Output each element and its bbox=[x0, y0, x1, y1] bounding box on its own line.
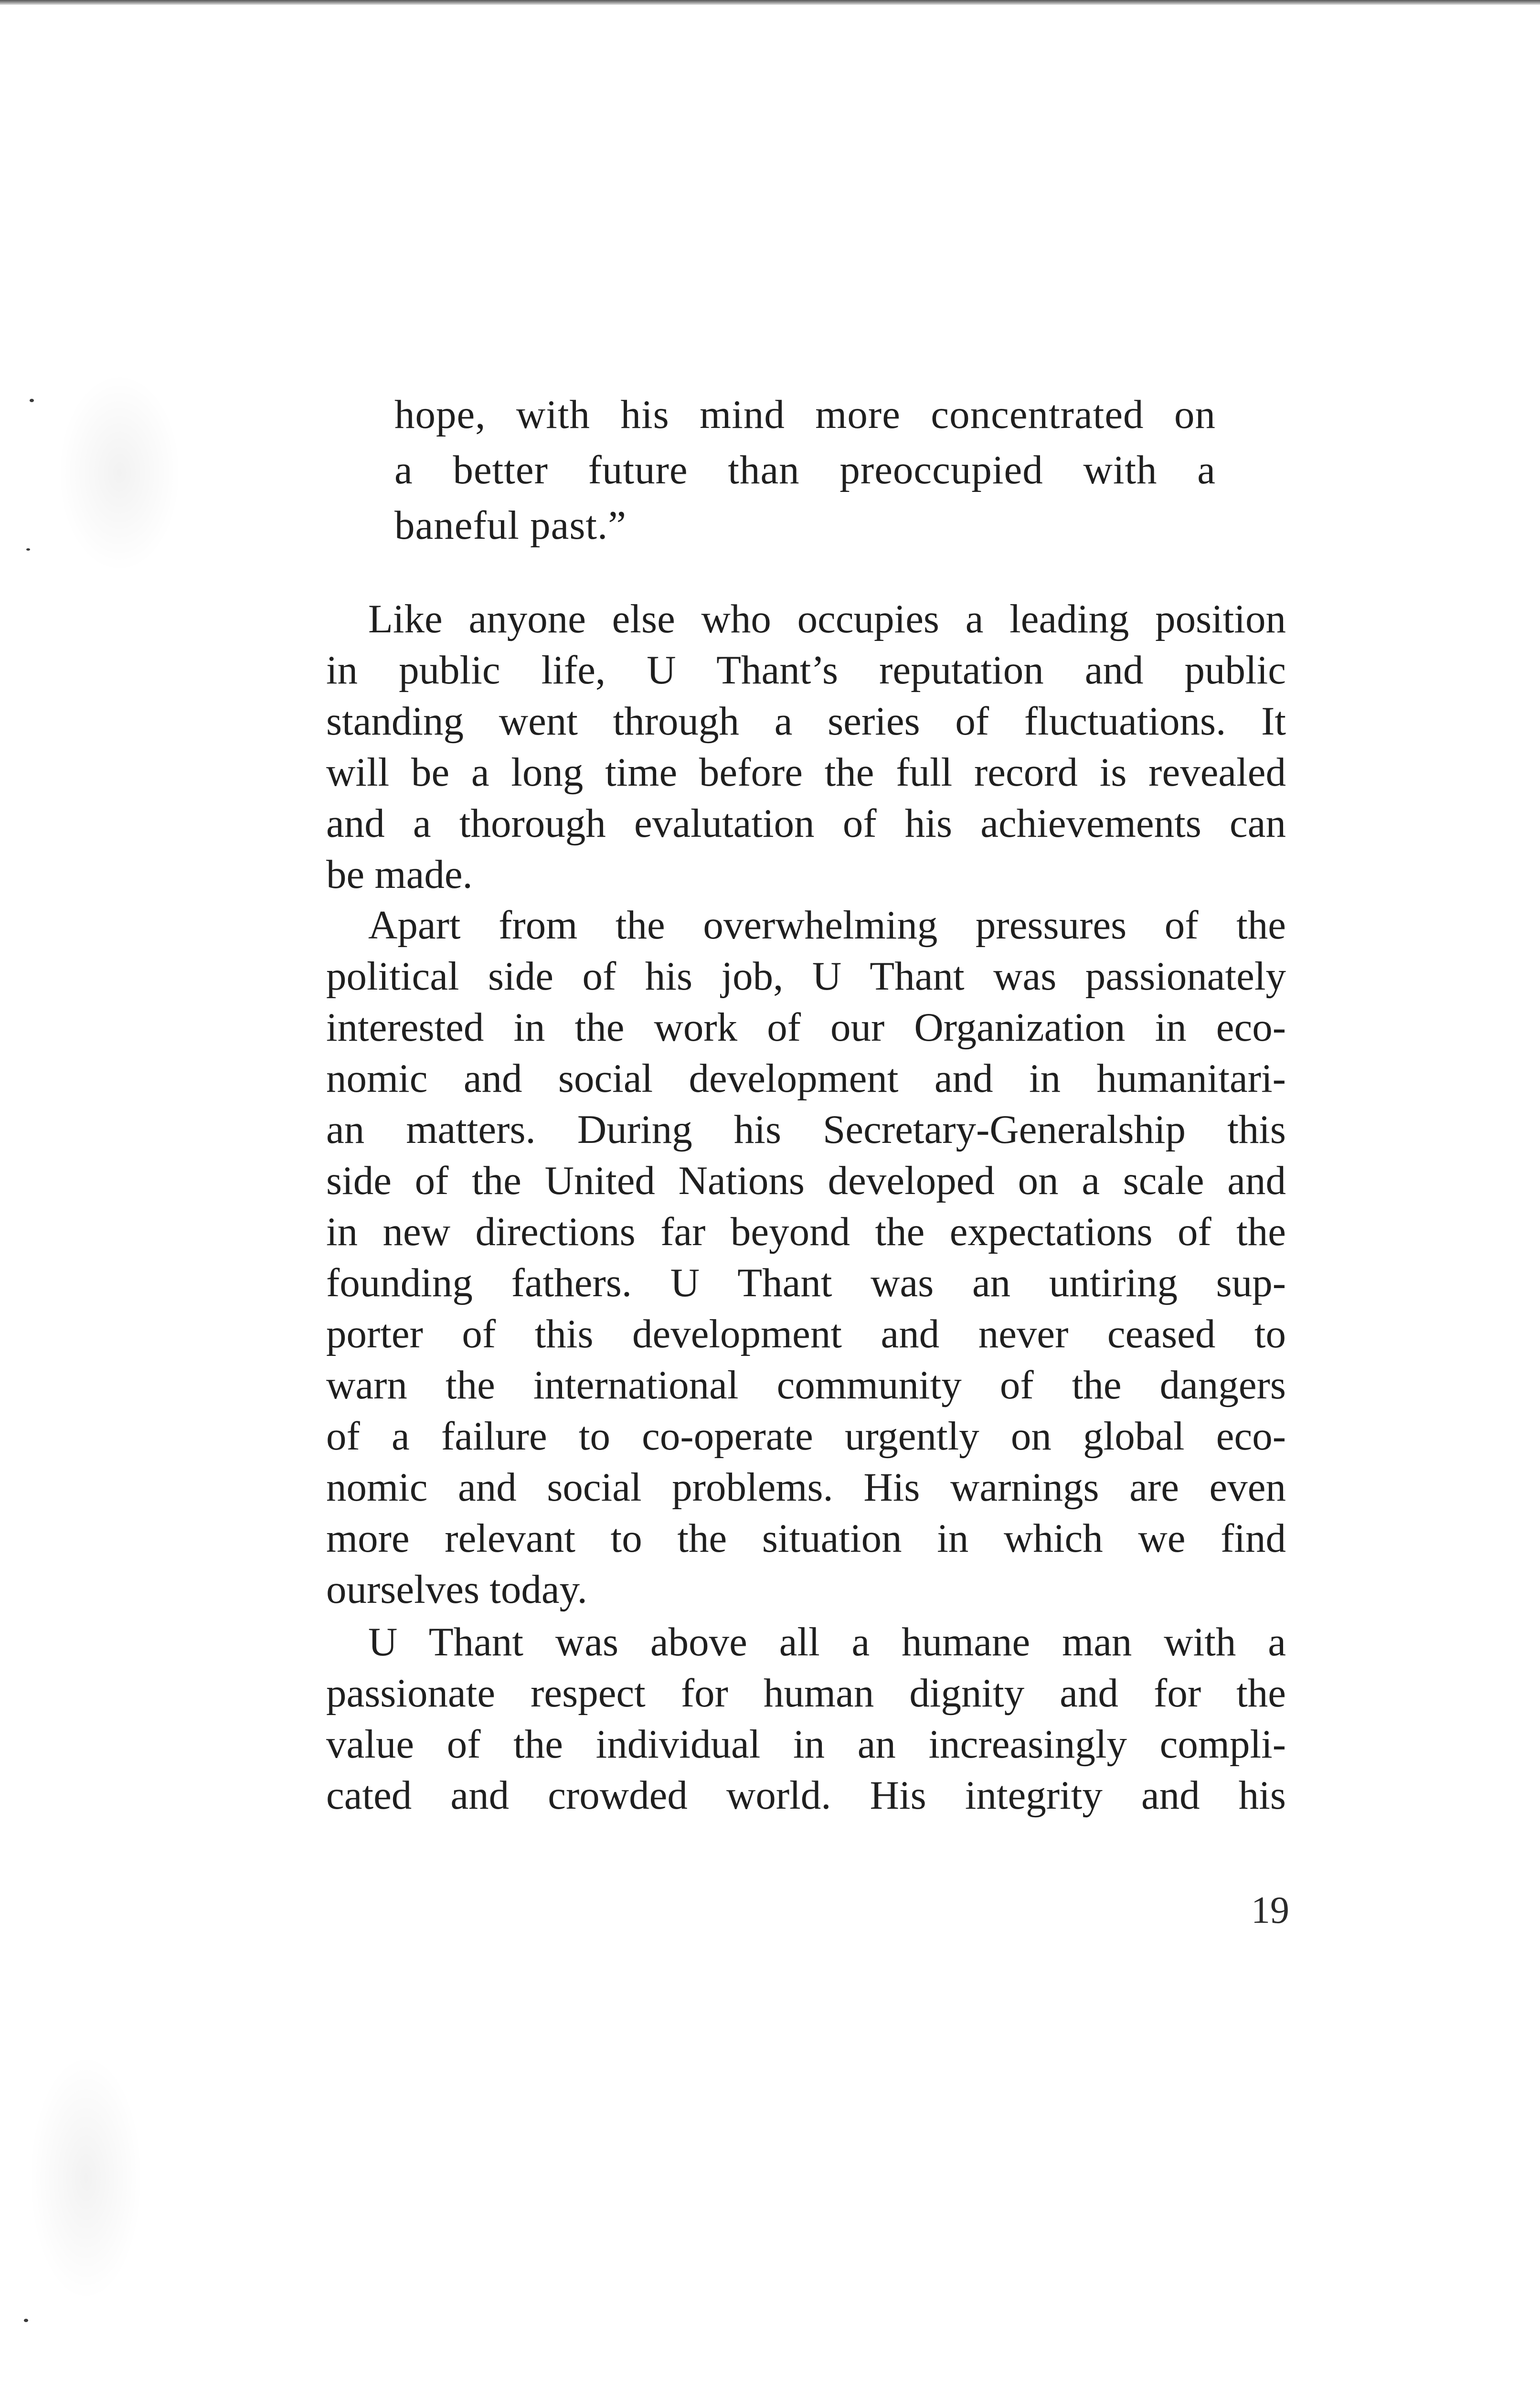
text-line: be made. bbox=[326, 852, 473, 897]
text-line: ourselves today. bbox=[326, 1567, 587, 1612]
text-line: an matters. During his Secretary-Generalship this bbox=[326, 1107, 1286, 1152]
text-line: interested in the work of our Organization in eco- bbox=[326, 1005, 1286, 1050]
paragraph-humane-man bbox=[326, 1617, 1286, 1821]
text-line: of a failure to co-operate urgently on global eco- bbox=[326, 1414, 1286, 1459]
text-line: porter of this development and never ceased to bbox=[326, 1311, 1286, 1356]
text-line: nomic and social problems. His warnings are even bbox=[326, 1465, 1286, 1510]
text-line: a better future than preoccupied with a bbox=[394, 448, 1216, 492]
text-line: political side of his job, U Thant was passionately bbox=[326, 954, 1286, 999]
paper-speck bbox=[30, 399, 34, 402]
text-line: U Thant was above all a humane man with a bbox=[368, 1620, 1286, 1664]
page-number: 19 bbox=[1251, 1889, 1289, 1931]
quote-continuation bbox=[394, 387, 1216, 553]
paper-smudge bbox=[29, 2054, 143, 2302]
paragraph-reputation bbox=[326, 594, 1286, 900]
text-line: warn the international community of the dangers bbox=[326, 1363, 1286, 1407]
text-line: value of the individual in an increasingly compli- bbox=[326, 1722, 1286, 1767]
paper-speck bbox=[24, 2319, 28, 2322]
text-line: standing went through a series of fluctuations. It bbox=[326, 699, 1286, 744]
text-line: in new directions far beyond the expectations of the bbox=[326, 1209, 1286, 1254]
text-line: and a thorough evalutation of his achievements can bbox=[326, 801, 1286, 846]
text-line: more relevant to the situation in which we find bbox=[326, 1516, 1286, 1561]
scan-top-edge bbox=[0, 0, 1540, 5]
paper-speck bbox=[26, 548, 30, 551]
text-line: Like anyone else who occupies a leading position bbox=[368, 597, 1286, 641]
text-line: in public life, U Thant’s reputation and public bbox=[326, 648, 1286, 693]
text-line: nomic and social development and in humanitari- bbox=[326, 1056, 1286, 1101]
text-line: baneful past.” bbox=[394, 503, 627, 548]
paragraph-development bbox=[326, 900, 1286, 1615]
text-line: Apart from the overwhelming pressures of the bbox=[368, 903, 1286, 948]
paper-smudge bbox=[57, 373, 181, 573]
text-line: founding fathers. U Thant was an untiring sup- bbox=[326, 1260, 1286, 1305]
text-line: will be a long time before the full record is revealed bbox=[326, 750, 1286, 795]
text-line: passionate respect for human dignity and for the bbox=[326, 1671, 1286, 1716]
text-line: hope, with his mind more concentrated on bbox=[394, 392, 1216, 437]
text-line: side of the United Nations developed on a scale and bbox=[326, 1158, 1286, 1203]
text-line: cated and crowded world. His integrity and his bbox=[326, 1773, 1286, 1818]
